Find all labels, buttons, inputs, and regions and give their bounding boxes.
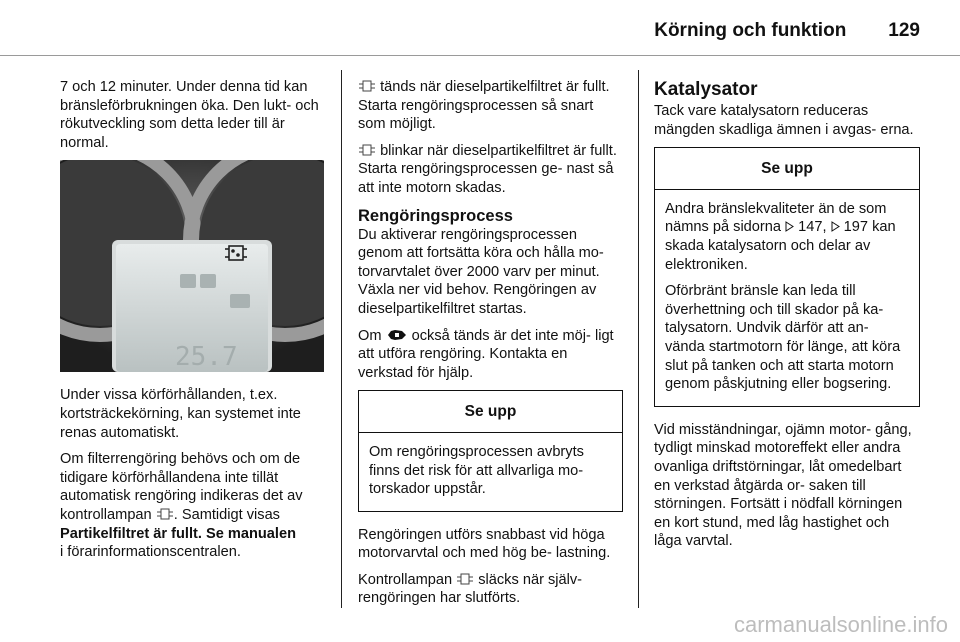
- warning-title: Se upp: [359, 391, 622, 433]
- paragraph: Om filterrengöring behövs och om de tidigare körförhållandena inte tillät automatisk rengöring indikeras det av kontrollampan . Samtidigt visas Partikelfiltret är fullt. Se manualen i förarinformationscentralen.: [60, 451, 303, 561]
- column-3: [654, 78, 920, 559]
- watermark: carmanualsonline.info: [733, 612, 948, 637]
- paragraph: Tack vare katalysatorn reduceras mängden skadliga ämnen i avgas- erna.: [654, 103, 914, 138]
- page-ref-link[interactable]: 197: [843, 219, 869, 236]
- paragraph: Rengöringen utförs snabbast vid höga motorvarvtal och med hög be- lastning.: [358, 526, 611, 562]
- section-heading: Katalysator: [654, 79, 758, 100]
- dieselpartikelfilter-lamp-icon: [456, 572, 474, 586]
- paragraph: tänds när dieselpartikelfiltret är fullt. Starta rengöringsprocessen så snart som möjligt.: [358, 79, 610, 133]
- page-header: [654, 20, 920, 42]
- paragraph: blinkar när dieselpartikelfiltret är fullt. Starta rengöringsprocessen ge- nast så att inte motorn skadas.: [358, 142, 617, 196]
- column-2: [358, 78, 623, 616]
- page-number: 129: [888, 20, 920, 41]
- dieselpartikelfilter-lamp-icon: [156, 507, 174, 521]
- paragraph: 7 och 12 minuter. Under denna tid kan bränsleförbrukningen öka. Den lukt- och rökutveckling som detta leder till är normal.: [60, 79, 319, 151]
- paragraph: Om också tänds är det inte möj- ligt att utföra rengöring. Kontakta en verkstad för hjälp.: [358, 327, 614, 381]
- section-heading: Rengöringsprocess: [358, 206, 513, 225]
- warning-text: Om rengöringsprocessen avbryts finns det risk för att allvarliga mo- torskador uppstår.: [369, 443, 584, 498]
- instrument-cluster-photo: [60, 160, 324, 372]
- dieselpartikelfilter-lamp-icon: [358, 79, 376, 93]
- photo-display-readout: 25.7: [175, 342, 238, 373]
- paragraph: Vid misständningar, ojämn motor- gång, tydligt minskad motoreffekt eller andra ovanliga driftstörningar, låt omedelbart en verkstad åtgärda or- saken till störningen. Fortsätt i nödfall körningen en kort stund, med låg hastighet och låga varvtal.: [654, 421, 912, 550]
- paragraph: Du aktiverar rengöringsprocessen genom att fortsätta köra och hålla mo- torvarvtalet över 2000 varv per minut. Växla ner vid behov. Rengöringen av dieselpartikelfiltret startas.: [358, 226, 604, 317]
- warning-title: Se upp: [655, 148, 919, 190]
- engine-warning-lamp-icon: [386, 328, 408, 342]
- warning-box: [358, 390, 623, 511]
- page-ref-link[interactable]: 147: [798, 219, 823, 236]
- paragraph: Under vissa körförhållanden, t.ex. kortsträckekörning, kan systemet inte renas automatiskt.: [60, 387, 301, 441]
- column-divider-1: [341, 70, 342, 608]
- warning-text: Oförbränt bränsle kan leda till överhettning och till skador på ka- talysatorn. Undvik därför att an- vända startmotorn för länge, att köra slut på tanken och att starta motorn genom påskjutning eller bogsering.: [665, 283, 901, 393]
- header-divider: [0, 55, 960, 56]
- display-message: Partikelfiltret är fullt. Se manualen: [60, 525, 297, 542]
- dieselpartikelfilter-lamp-icon: [358, 143, 376, 157]
- right-triangle-arrow-icon: [785, 221, 794, 232]
- warning-text: Andra bränslekvaliteter än de som nämns på sidorna 147, 197 kan skada katalysatorn och delar av elektroniken.: [665, 200, 896, 273]
- page-title: Körning och funktion: [654, 20, 847, 41]
- right-triangle-arrow-icon: [831, 221, 840, 232]
- instrument-cluster-illustration: [60, 160, 324, 372]
- column-1: [60, 78, 325, 570]
- column-divider-2: [638, 70, 639, 608]
- warning-box: [654, 147, 920, 407]
- paragraph: Kontrollampan släcks när själv- rengöringen har slutförts.: [358, 571, 583, 607]
